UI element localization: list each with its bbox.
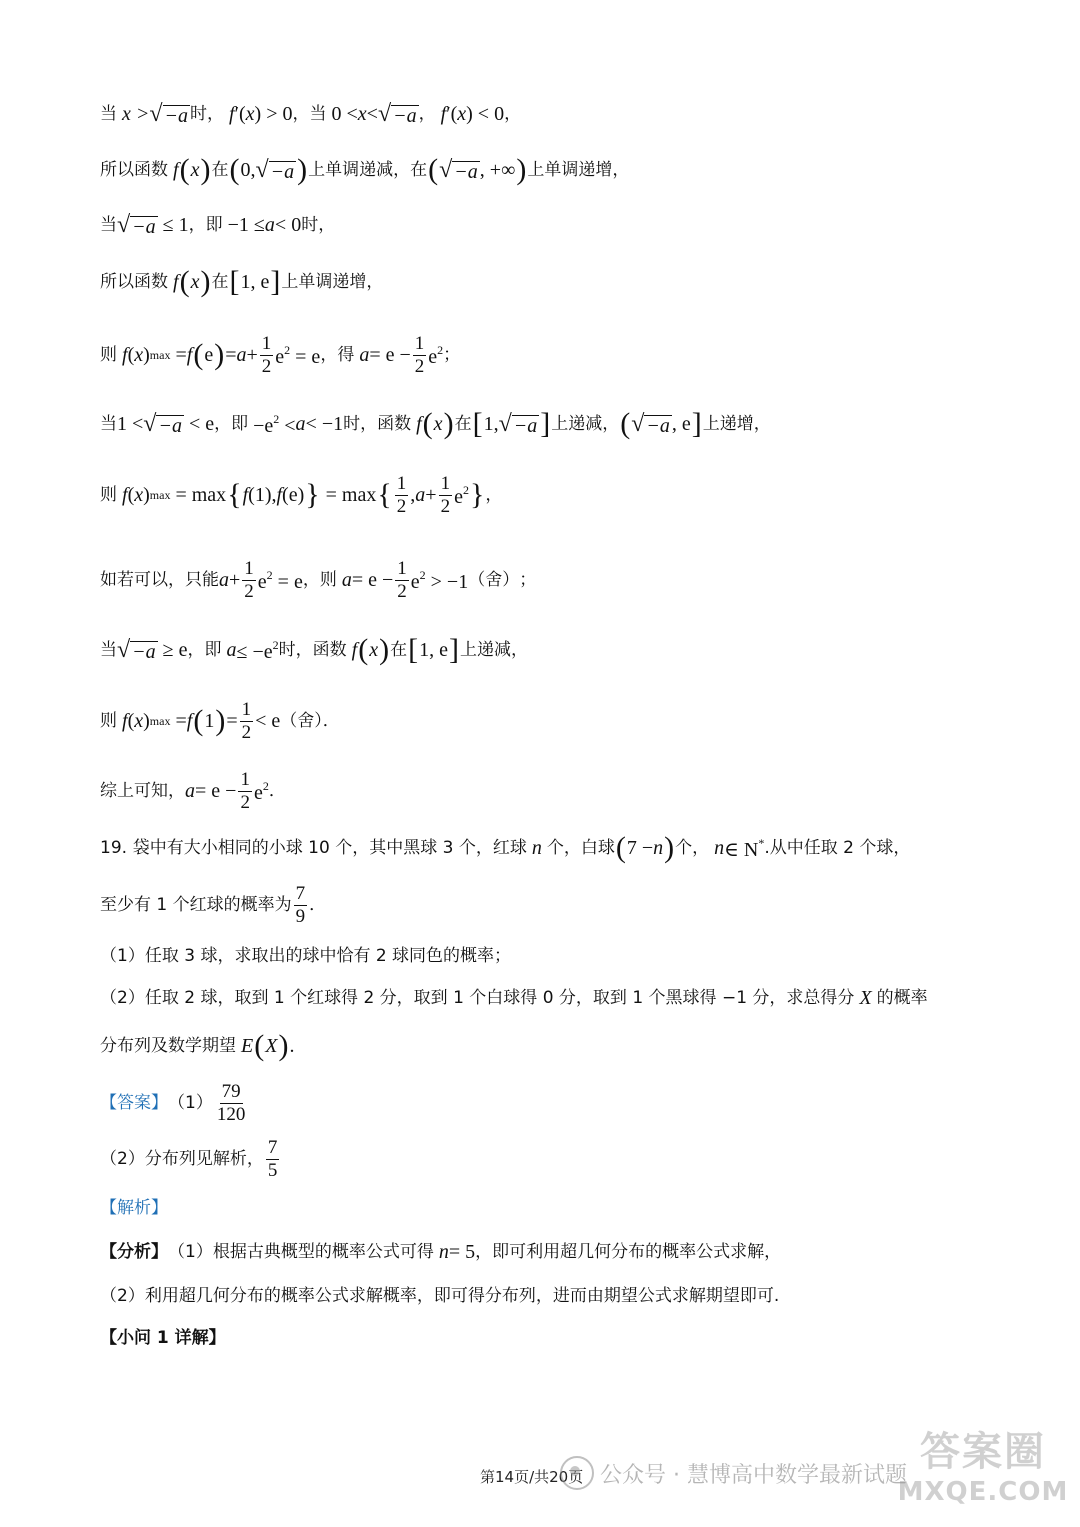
page-footer: 第14页/共20页 — [480, 1468, 584, 1486]
t: ． — [309, 894, 327, 915]
ans1-den: 120 — [216, 1103, 246, 1125]
t: （舍）． — [280, 710, 340, 731]
t: ， — [320, 344, 338, 365]
stamp-top: 答案圈 — [920, 1428, 1046, 1475]
t: 的概率 — [876, 987, 928, 1008]
fenxi-line2 — [100, 1276, 779, 1316]
t: 上递增， — [702, 413, 771, 434]
stamp-bottom: MXQE.COM — [897, 1476, 1069, 1507]
t: ， — [418, 103, 436, 124]
t: 分布列及数学期望 — [100, 1035, 236, 1056]
site-stamp-logo — [898, 1408, 1068, 1518]
watermark — [560, 1456, 907, 1490]
fenxi-tag: 【分析】 — [100, 1241, 168, 1262]
t: 在 — [390, 639, 408, 660]
t: 则 — [100, 710, 117, 731]
t: 上单调递增， — [527, 159, 630, 180]
t: 时， — [301, 214, 336, 235]
t: ， — [187, 639, 205, 660]
t: 在 — [454, 413, 472, 434]
answer-line2 — [100, 1134, 281, 1184]
line-case1: 当 √ −a ≤ 1 ， 即 −1 ≤ a < 0 时， — [100, 212, 336, 238]
t: 当 — [100, 413, 117, 434]
analysis-tag: 【解析】 — [100, 1197, 168, 1218]
line-case2: 当 1 < √ −a < e ， 即 $-e^2$ < a < −1 时， 函数 f ( x ) 在 [ 1, √ −a ] 上递减， ( √ −a , e ] 上递增， — [100, 407, 771, 440]
t: ， — [292, 103, 310, 124]
t: 上递减， — [460, 639, 529, 660]
t: 当 — [100, 214, 117, 235]
ans2-num: 7 — [267, 1136, 278, 1158]
q19-part2-line1: （2）任取 2 球，取到 1 个红球得 2 分，取到 1 个白球得 0 分，取到 1 个黑球得 −1 分，求总得分 X 的概率 — [100, 987, 928, 1009]
t: 当 — [100, 639, 117, 660]
t: 在 — [211, 159, 229, 180]
line-case2-max: 则 f ( x ) max = max { f (1), f (e) } = max { $\frac{1}{2}$ , a + $\frac{1}{2}$ $e^2$ } ， — [100, 472, 503, 517]
ans1-num: 79 — [221, 1080, 241, 1102]
wechat-icon — [560, 1456, 594, 1490]
t: （2）分布列见解析， — [100, 1148, 264, 1169]
t: 上递减， — [551, 413, 620, 434]
t: 时， — [190, 103, 225, 124]
t: 个， — [675, 837, 710, 858]
t: ，则 — [302, 569, 337, 590]
sub1-tag: 【小问 1 详解】 — [100, 1327, 226, 1348]
answer-line1 — [100, 1078, 249, 1128]
t: 时， — [343, 413, 378, 434]
q19-part2-line2: 分布列及数学期望 E ( X ) . — [100, 1029, 295, 1062]
t: ； — [519, 569, 537, 590]
t: ，即可利用超几何分布的概率公式求解， — [475, 1241, 782, 1262]
line-monotonic: 所以函数 f ( x ) 在 ( 0, √ −a ) 上单调递减，在 ( √ −a , +∞ ) 上单调递增， — [100, 153, 630, 186]
prob-den: 9 — [295, 905, 306, 927]
t: 所以函数 — [100, 159, 168, 180]
t: 如若可以，只能 — [100, 569, 219, 590]
t: 上单调递增， — [281, 271, 384, 292]
t: （1） — [168, 1092, 213, 1113]
q19-stem-line1: 19. 袋中有大小相同的小球 10 个，其中黑球 3 个，红球 n 个，白球 ( 7 − n ) 个， n ∈ N* .从中任取 2 个球， — [100, 831, 911, 864]
q19-stem-line2 — [100, 880, 326, 930]
t: 当 — [309, 103, 327, 124]
t: 在 — [211, 271, 229, 292]
prob-num: 7 — [295, 882, 306, 904]
line-conclusion: 综上可知， a = e − $\frac{1}{2}$ $e^2$ ． — [100, 768, 286, 813]
fenxi-line1: 【分析】 （1）根据古典概型的概率公式可得 n = 5 ，即可利用超几何分布的概率公式求解， — [100, 1241, 782, 1263]
t: （舍） — [468, 569, 520, 590]
ans2-den: 5 — [267, 1159, 278, 1181]
line-case1-max: 则 f ( x ) max = f ( e ) = a + $\frac{1}{2}$ $e^2 = e$ ， 得 a = e − $\frac{1}{2}$ $e^2$ ； — [100, 332, 461, 377]
t: 袋中有大小相同的小球 10 个，其中黑球 3 个，红球 — [132, 837, 527, 858]
t: 得 — [337, 344, 355, 365]
t: （1）任取 3 球，求取出的球中恰有 2 球同色的概率； — [100, 945, 512, 966]
line-derivative-sign: 当 x > √ −a 时， f ′( x ) > 0 ， 当 0 < x < √ −a ， f ′( x ) < 0 ， — [100, 101, 522, 127]
t: ， — [214, 413, 232, 434]
t: （2）利用超几何分布的概率公式求解概率，即可得分布列，进而由期望公式求解期望即可. — [100, 1285, 780, 1306]
t: （2）任取 2 球，取到 1 个红球得 2 分，取到 1 个白球得 0 分，取到 1 个黑球得 −1 分，求总得分 — [100, 987, 855, 1008]
t: 函数 — [312, 639, 347, 660]
t: 至少有 1 个红球的概率为 — [100, 894, 292, 915]
t: ， — [188, 214, 206, 235]
watermark-text: 公众号 · 慧博高中数学最新试题 — [600, 1462, 907, 1488]
question-number: 19. — [100, 837, 128, 858]
t: 个，白球 — [546, 837, 615, 858]
t: 综上可知， — [100, 780, 185, 801]
t: .从中任取 2 个球， — [764, 837, 911, 858]
t: 所以函数 — [100, 271, 168, 292]
t: 即 — [205, 214, 223, 235]
line-case1-mono: 所以函数 f ( x ) 在 [ 1, e ] 上单调递增， — [100, 265, 384, 298]
sub1-tag-line — [100, 1318, 226, 1358]
answer-tag: 【答案】 — [100, 1092, 168, 1113]
t: 即 — [204, 639, 222, 660]
t: 当 — [100, 103, 117, 124]
t: 则 — [100, 484, 117, 505]
t: ； — [443, 344, 461, 365]
t: 上单调递减，在 — [308, 159, 428, 180]
t: 即 — [231, 413, 249, 434]
t: ， — [504, 103, 522, 124]
t: 时， — [278, 639, 313, 660]
t: （1）根据古典概型的概率公式可得 — [168, 1241, 434, 1262]
t: 函数 — [377, 413, 412, 434]
line-case3-max: 则 f ( x ) max = f ( 1 ) = $\frac{1}{2}$ < e （舍）． — [100, 698, 340, 743]
t: ， — [485, 484, 503, 505]
analysis-tag-line — [100, 1188, 168, 1228]
line-case3: 当 √ −a ≥ e ， 即 a ≤ $-e^2$ 时， 函数 f ( x ) 在 [ 1, e ] 上递减， — [100, 633, 529, 666]
t: ． — [268, 780, 286, 801]
t: 则 — [100, 344, 117, 365]
q19-part1 — [100, 936, 511, 976]
line-if-possible: 如若可以，只能 a + $\frac{1}{2}$ $e^2 = e$ ，则 a = e − $\frac{1}{2}$ $e^2 > -1$ （舍） ； — [100, 557, 537, 602]
